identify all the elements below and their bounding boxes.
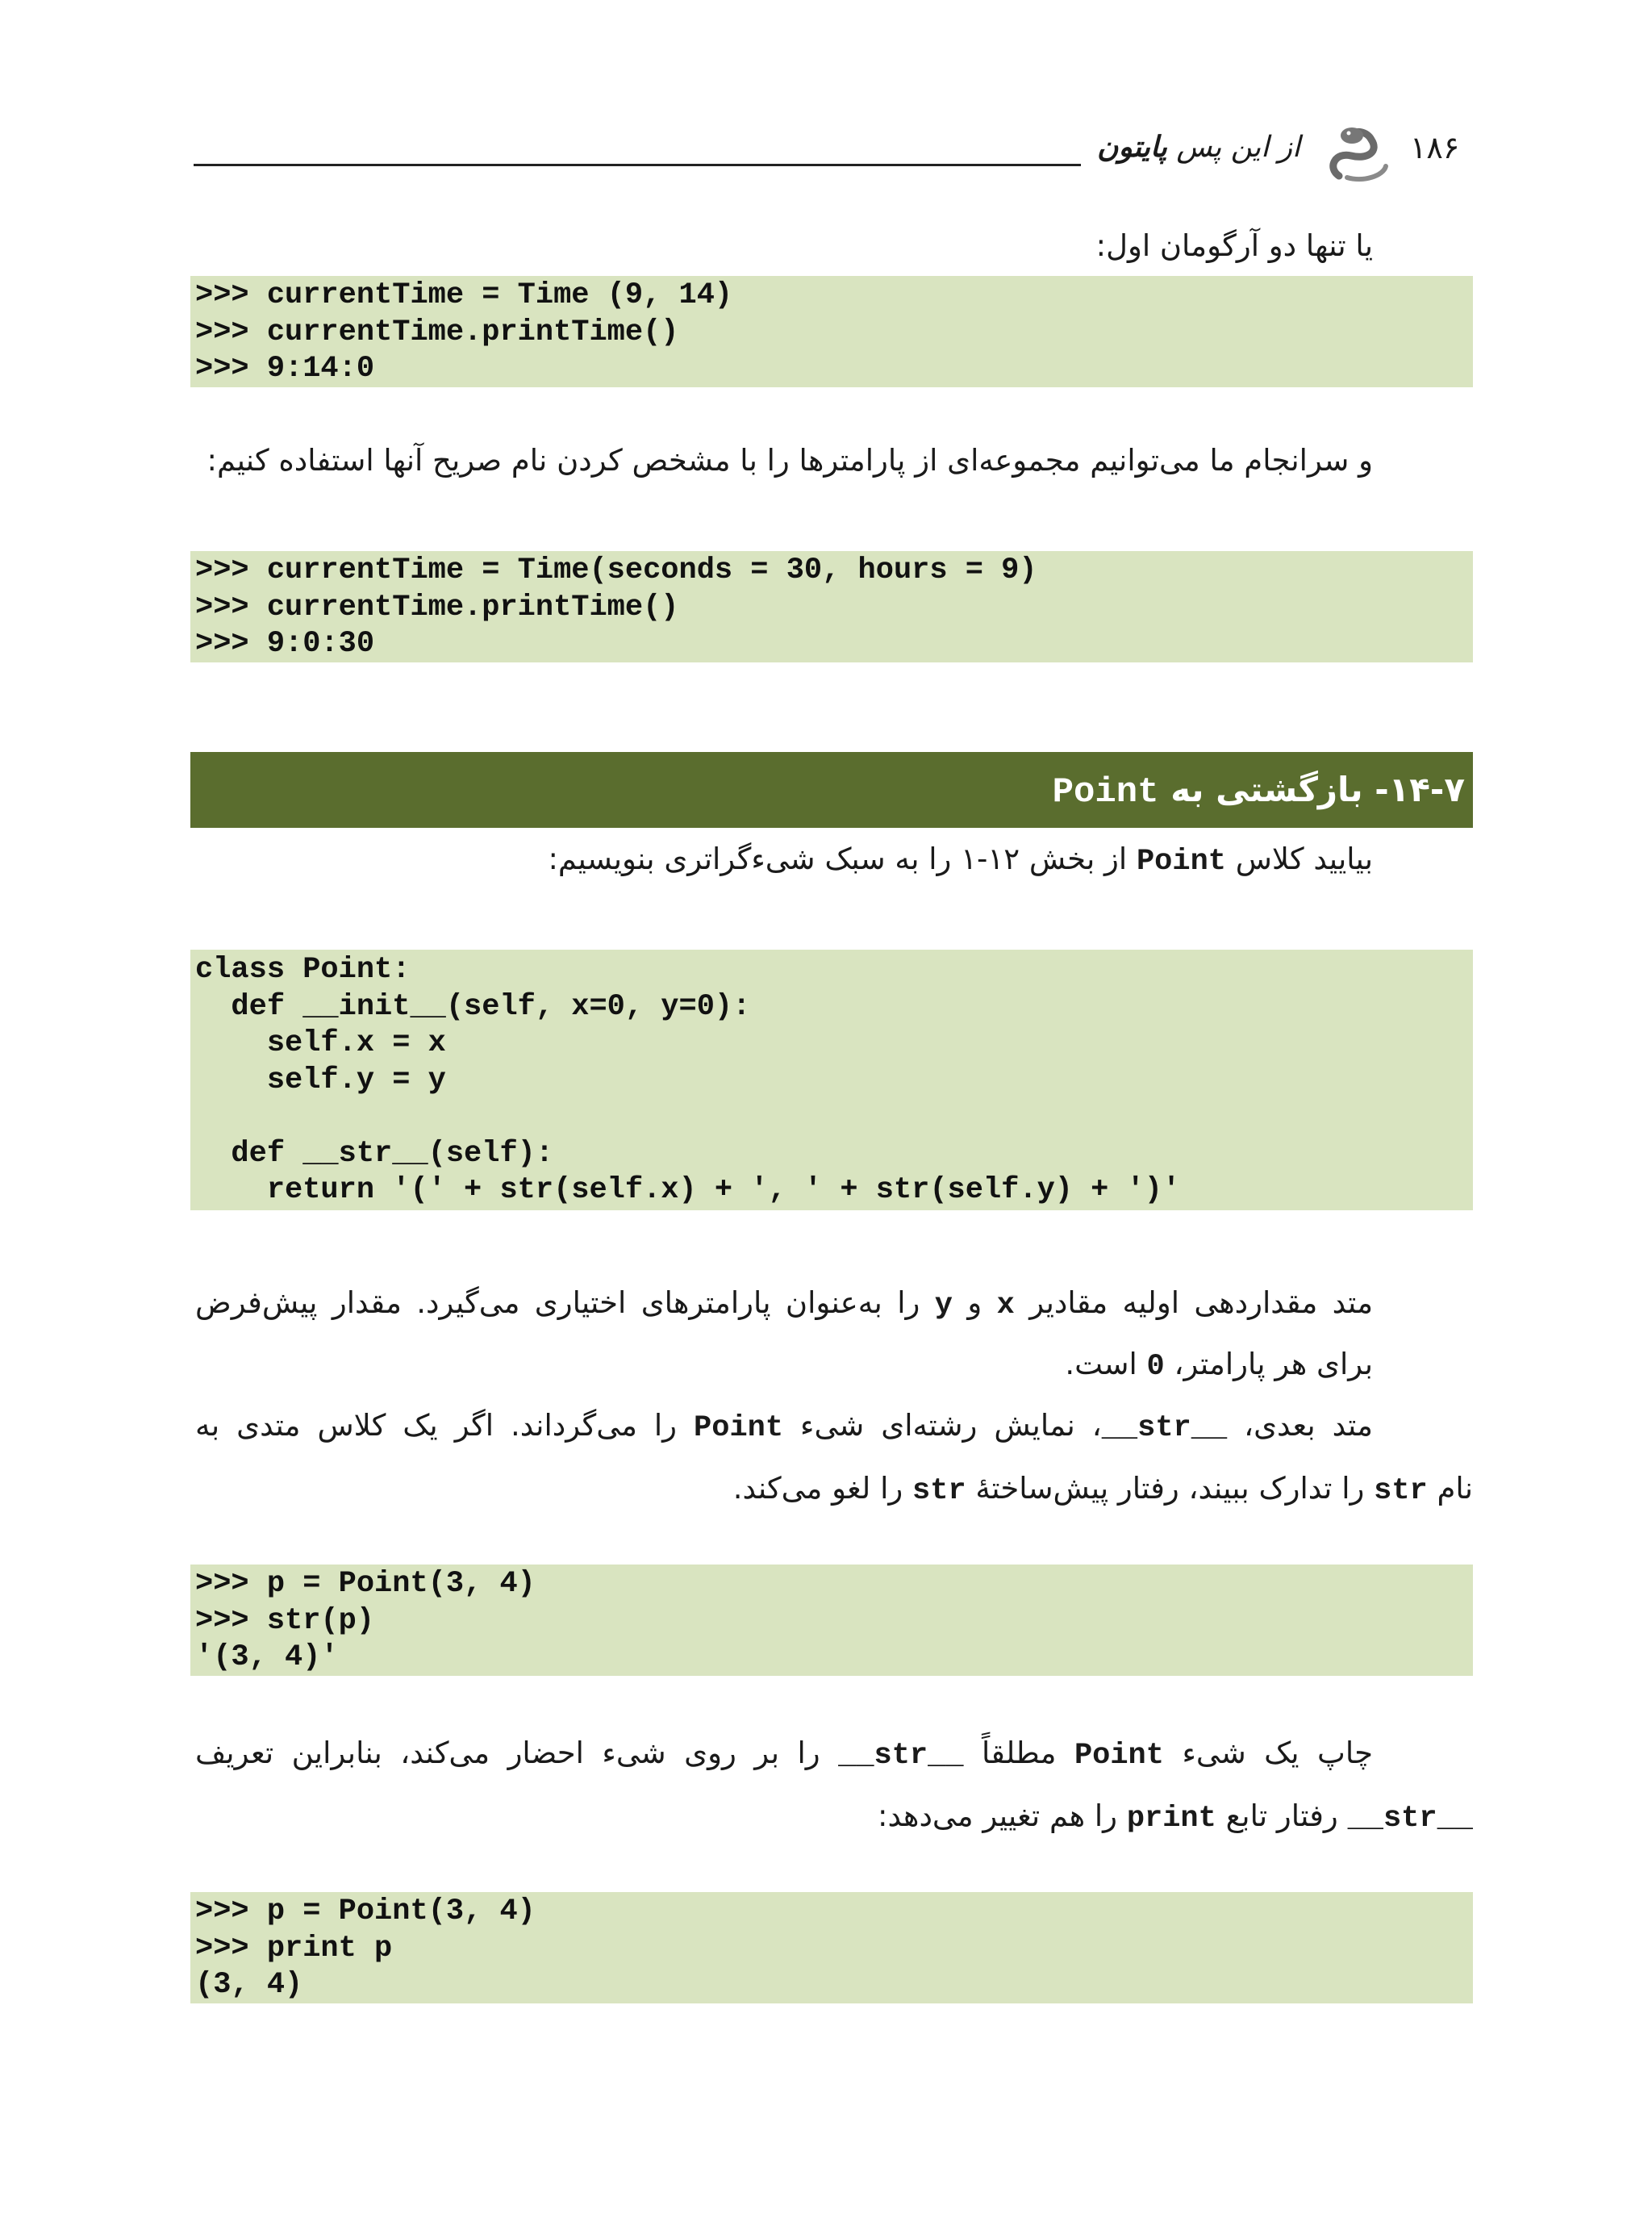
code-text: >>> currentTime = Time (9, 14) >>> currentTime.printTime() >>> 9:14:0 [195,278,733,386]
header-rule [194,164,1081,166]
section-title: - بازگشتی به [1170,770,1389,809]
section-title-code: Point [1052,772,1159,813]
code-block-str-example [190,1564,1473,1676]
paragraph-point-class-intro: بیایید کلاس Point از بخش ۱۲-۱ را به سبک شیءگراتری بنویسیم: [548,842,1373,879]
paragraph-str-method-line1: متد بعدی، __str__، نمایش رشته‌ای شیء Point را می‌گرداند. اگر یک کلاس متدی به [195,1408,1373,1445]
paragraph-print-line1: چاپ یک شیء Point مطلقاً __str__ را بر روی شیء احضار می‌کند، بنابراین تعریف [195,1736,1374,1773]
paragraph-init-method-line2: برای هر پارامتر، 0 است. [1065,1347,1373,1384]
paragraph-named-params: و سرانجام ما می‌توانیم مجموعه‌ای از پارامترها را با مشخص کردن نام صریح آنها استفاده کنیم: [206,443,1373,478]
code-text: >>> p = Point(3, 4) >>> print p (3, 4) [195,1895,536,2002]
code-text: >>> currentTime = Time(seconds = 30, hours = 9) >>> currentTime.printTime() >>> 9:0:30 [195,554,1037,661]
page-number: ۱۸۶ [1410,130,1460,165]
code-block-time-named-args [190,551,1473,662]
paragraph-print-line2: __str__ رفتار تابع print را هم تغییر می‌دهد: [878,1798,1473,1836]
code-block-time-two-args [190,276,1473,387]
book-title: از این پس پایتون [1097,131,1300,164]
paragraph-str-method-line2: نام str را تدارک ببیند، رفتار پیش‌ساختهٔ str را لغو می‌کند. [732,1471,1473,1508]
code-text: class Point: def __init__(self, x=0, y=0): self.x = x self.y = y def __str__(self): return '(' + str(self.x) + ', ' + str(self.y) + ')' [195,953,1181,1207]
code-block-print-example [190,1892,1473,2003]
section-number: ۱۴-۷ [1388,770,1465,809]
section-heading [190,752,1473,828]
code-text: >>> p = Point(3, 4) >>> str(p) '(3, 4)' [195,1567,536,1674]
snake-logo-icon [1323,119,1391,184]
paragraph-init-method-line1: متد مقداردهی اولیه مقادیر x و y را به‌عنوان پارامترهای اختیاری می‌گیرد. مقدار پیش‌فرض [195,1285,1374,1322]
code-block-point-class [190,950,1473,1210]
paragraph-intro-two-args: یا تنها دو آرگومان اول: [1095,228,1373,263]
